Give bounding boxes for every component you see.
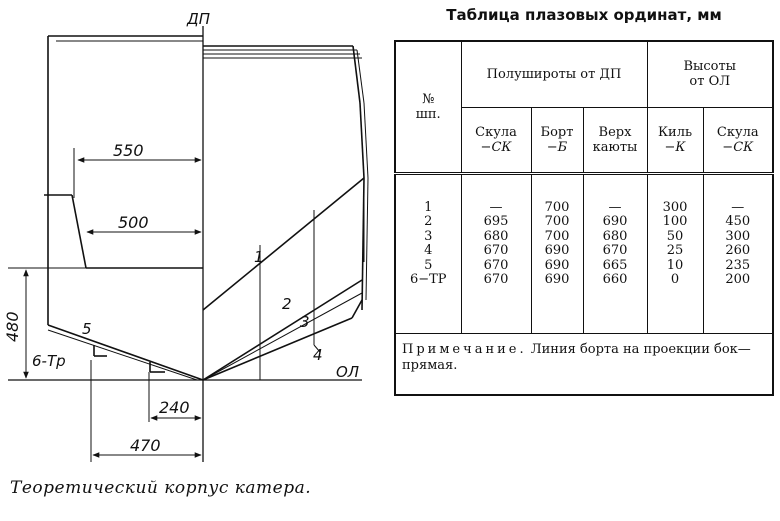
table-cell: 690 [544,243,570,258]
table-cell: 10 [666,257,684,273]
table-cell: 680 [483,228,509,244]
table-cell: 690 [602,214,628,229]
label-ol: ОЛ [336,363,360,381]
table-cell: 670 [483,257,509,273]
table-cell: 25 [666,243,684,258]
table-title: Таблица плазовых ординат, мм [446,6,722,24]
header-chine-hb: Скула −СК [461,107,531,173]
table-cell: 2 [424,214,433,229]
bow-sections [203,46,368,380]
table-cell: 695 [483,214,509,229]
table-cell: 450 [725,214,751,229]
table-cell: 235 [725,257,751,273]
table-cell: 700 [544,228,570,244]
table-cell: 260 [725,243,751,258]
table-cell: 680 [602,228,628,244]
table-cell: — [489,199,503,215]
header-heights: Высоты от ОЛ [647,41,773,107]
frame-label-1: 1 [254,248,264,266]
note-heading: Примечание. [402,341,527,357]
col-keel [647,173,703,333]
table-note [395,333,773,395]
stern-sections [8,36,203,380]
dim-240: 240 [159,398,190,417]
note-text: Линия борта на проекции бок—прямая. [402,341,751,373]
table-cell: 100 [662,214,688,229]
frame-label-4: 4 [313,346,323,364]
table-cell: 690 [544,272,570,287]
table-cell: 0 [670,272,680,287]
table-cell: 3 [424,228,433,244]
frame-label-3: 3 [300,313,310,331]
table-cell: — [731,199,745,215]
dim-550: 550 [113,141,144,160]
table-cell: 4 [424,243,433,258]
table-cell: 200 [725,272,751,287]
dim-500: 500 [118,213,149,232]
table-cell: — [608,199,622,215]
header-half-breadths: Полушироты от ДП [461,41,647,107]
dim-480: 480 [3,311,22,342]
body-plan-drawing [0,0,390,470]
table-cell: 300 [725,228,751,244]
col-chine [461,173,531,333]
table-cell: 670 [602,243,628,258]
header-frame-no: № шп. [395,41,461,173]
table-cell: 1 [424,199,433,215]
label-dp: ДП [187,10,210,28]
dim-470: 470 [130,436,161,455]
table-cell: 665 [602,257,628,273]
col-board [531,173,583,333]
table-cell: 300 [662,199,688,215]
header-board: Борт −Б [531,107,583,173]
table-cell: 6−ТР [409,272,447,287]
header-cabin-top: Верх каюты [583,107,647,173]
header-chine-h: Скула −СК [703,107,773,173]
col-cabin [583,173,647,333]
col-frame [395,173,461,333]
col-chine-height [703,173,773,333]
header-keel: Киль −К [647,107,703,173]
table-cell: 670 [483,272,509,287]
frame-label-5: 5 [82,320,92,338]
table-cell: 50 [666,228,684,244]
table-cell: 690 [544,257,570,273]
table-cell: 700 [544,214,570,229]
table-cell: 5 [424,257,433,273]
table-cell: 670 [483,243,509,258]
table-cell: 660 [602,272,628,287]
frame-label-2: 2 [282,295,292,313]
figure-caption: Теоретический корпус катера. [10,478,312,498]
ordinates-table [394,40,774,396]
frame-label-6tr: 6-Тр [32,352,66,370]
table-cell: 700 [544,199,570,215]
